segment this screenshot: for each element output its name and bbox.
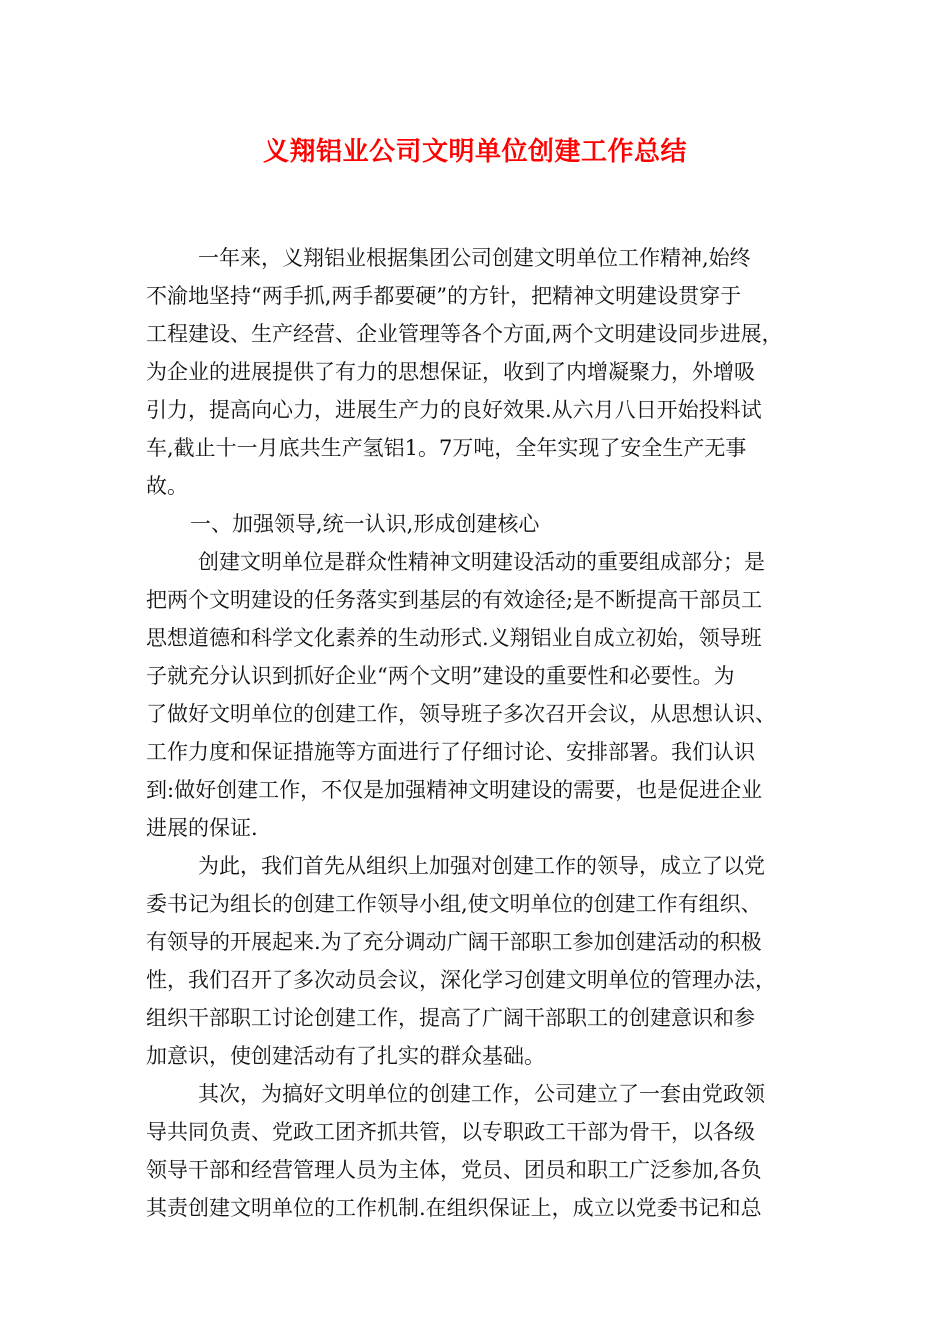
body-line: 工作力度和保证措施等方面进行了仔细讨论、安排部署。我们认识	[146, 740, 755, 764]
body-line: 工程建设、生产经营、企业管理等各个方面,两个文明建设同步进展，	[146, 322, 783, 346]
body-line: 故。	[146, 474, 188, 498]
section-heading: 一、加强领导,统一认识,形成创建核心	[190, 512, 540, 536]
body-line: 把两个文明建设的任务落实到基层的有效途径;是不断提高干部员工	[146, 588, 763, 612]
body-line: 其次，为搞好文明单位的创建工作，公司建立了一套由党政领	[198, 1082, 765, 1106]
body-line: 一年来，义翔铝业根据集团公司创建文明单位工作精神,始终	[198, 246, 751, 270]
body-line: 委书记为组长的创建工作领导小组,使文明单位的创建工作有组织、	[146, 892, 762, 916]
body-line: 加意识，使创建活动有了扎实的群众基础。	[146, 1044, 545, 1068]
body-line: 车,截止十一月底共生产氢铝1。7万吨，全年实现了安全生产无事	[146, 436, 747, 460]
body-line: 创建文明单位是群众性精神文明建设活动的重要组成部分；是	[198, 550, 765, 574]
body-line: 领导干部和经营管理人员为主体，党员、团员和职工广泛参加,各负	[146, 1158, 762, 1182]
body-line: 进展的保证.	[146, 816, 258, 840]
body-line: 性，我们召开了多次动员会议，深化学习创建文明单位的管理办法，	[146, 968, 776, 992]
body-line: 其责创建文明单位的工作机制.在组织保证上，成立以党委书记和总	[146, 1196, 762, 1220]
body-line: 有领导的开展起来.为了充分调动广阔干部职工参加创建活动的积极	[146, 930, 762, 954]
body-line: 子就充分认识到抓好企业“两个文明”建设的重要性和必要性。为	[146, 664, 735, 688]
body-line: 思想道德和科学文化素养的生动形式.义翔铝业自成立初始，领导班	[146, 626, 762, 650]
body-line: 为此，我们首先从组织上加强对创建工作的领导，成立了以党	[198, 854, 765, 878]
body-line: 了做好文明单位的创建工作，领导班子多次召开会议，从思想认识、	[146, 702, 776, 726]
body-line: 组织干部职工讨论创建工作，提高了广阔干部职工的创建意识和参	[146, 1006, 755, 1030]
body-line: 到:做好创建工作，不仅是加强精神文明建设的需要，也是促进企业	[146, 778, 763, 802]
body-line: 为企业的进展提供了有力的思想保证，收到了内增凝聚力，外增吸	[146, 360, 755, 384]
body-line: 引力，提高向心力，进展生产力的良好效果.从六月八日开始投料试	[146, 398, 762, 422]
document-title: 义翔铝业公司文明单位创建工作总结	[262, 137, 687, 167]
body-line: 不渝地坚持“两手抓,两手都要硬”的方针，把精神文明建设贯穿于	[146, 284, 742, 308]
body-line: 导共同负责、党政工团齐抓共管，以专职政工干部为骨干，以各级	[146, 1120, 755, 1144]
